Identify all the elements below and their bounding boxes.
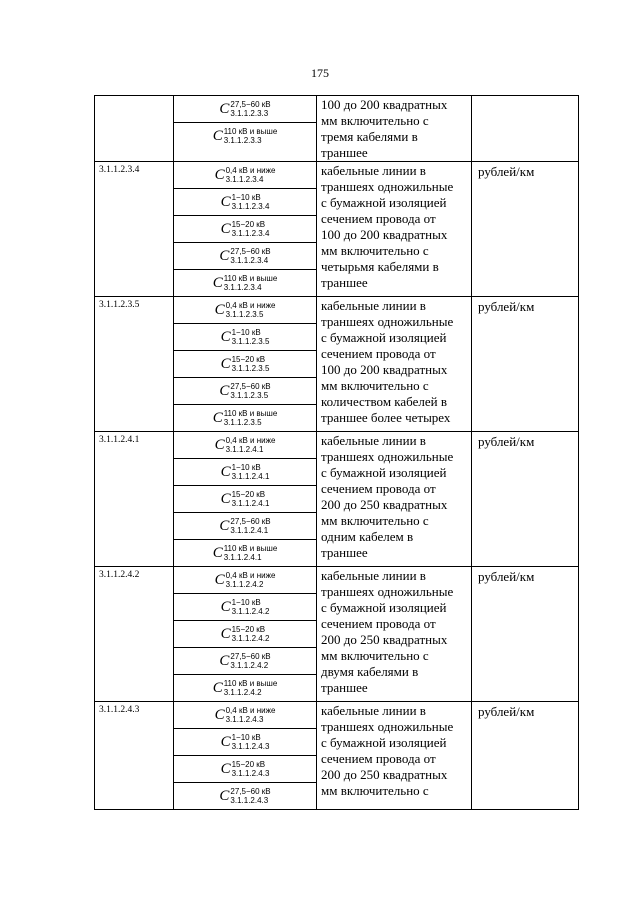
tariff-table xyxy=(94,95,579,810)
formula-scripts xyxy=(230,787,270,805)
formula-scripts xyxy=(232,193,270,211)
description-line: сечением провода от xyxy=(321,346,436,361)
item-code: 3.1.1.2.4.1 xyxy=(95,432,174,567)
index-subscript: 3.1.1.2.4.3 xyxy=(231,769,270,778)
description-line: кабельные линии в xyxy=(321,298,426,313)
description-line: кабельные линии в xyxy=(321,568,426,583)
description-line: траншее xyxy=(321,145,368,160)
index-subscript: 3.1.1.2.3.5 xyxy=(231,337,270,346)
description-line: мм включительно с xyxy=(321,648,429,663)
voltage-superscript: 110 кВ и выше xyxy=(223,679,278,688)
formula-symbol: C xyxy=(212,544,223,561)
description-cell xyxy=(317,567,472,702)
formula-symbol: C xyxy=(220,328,231,345)
index-subscript: 3.1.1.2.4.1 xyxy=(223,553,262,562)
formula-symbol: C xyxy=(220,490,231,507)
voltage-superscript: 27,5−60 кВ xyxy=(230,787,271,796)
formula-cell xyxy=(174,162,317,297)
formula-subcell xyxy=(174,702,316,729)
description-line: с бумажной изоляцией xyxy=(321,330,447,345)
description-line: кабельные линии в xyxy=(321,163,426,178)
description-line: 200 до 250 квадратных xyxy=(321,632,448,647)
formula-cell xyxy=(174,702,317,810)
formula-subcell xyxy=(174,405,316,431)
index-subscript: 3.1.1.2.3.5 xyxy=(223,418,262,427)
formula-subcell xyxy=(174,378,316,405)
table-row xyxy=(95,162,579,297)
description-line: с бумажной изоляцией xyxy=(321,735,447,750)
formula-symbol: C xyxy=(219,517,230,534)
table-row xyxy=(95,432,579,567)
formula-symbol: C xyxy=(212,127,223,144)
voltage-superscript: 110 кВ и выше xyxy=(223,544,278,553)
formula-symbol: C xyxy=(220,220,231,237)
table-row xyxy=(95,297,579,432)
table-row xyxy=(95,96,579,162)
description-line: кабельные линии в xyxy=(321,433,426,448)
voltage-superscript: 27,5−60 кВ xyxy=(230,652,271,661)
rate-formula xyxy=(221,622,270,646)
formula-cell xyxy=(174,432,317,567)
formula-subcell xyxy=(174,243,316,270)
formula-scripts xyxy=(226,436,276,454)
formula-symbol: C xyxy=(212,679,223,696)
formula-scripts xyxy=(224,274,278,292)
description-line: мм включительно с xyxy=(321,243,429,258)
voltage-superscript: 27,5−60 кВ xyxy=(230,247,271,256)
formula-subcell xyxy=(174,459,316,486)
index-subscript: 3.1.1.2.3.5 xyxy=(231,364,270,373)
index-subscript: 3.1.1.2.4.1 xyxy=(230,526,269,535)
formula-symbol: C xyxy=(219,787,230,804)
formula-subcell xyxy=(174,324,316,351)
formula-scripts xyxy=(226,166,276,184)
voltage-superscript: 27,5−60 кВ xyxy=(230,382,271,391)
rate-formula xyxy=(215,163,276,187)
formula-symbol: C xyxy=(214,706,225,723)
formula-scripts xyxy=(230,382,270,400)
rate-formula xyxy=(215,703,276,727)
unit-cell: рублей/км xyxy=(472,297,579,432)
formula-scripts xyxy=(224,127,278,145)
index-subscript: 3.1.1.2.3.4 xyxy=(231,202,270,211)
index-subscript: 3.1.1.2.3.3 xyxy=(230,109,269,118)
item-code: 3.1.1.2.3.4 xyxy=(95,162,174,297)
description-line: тремя кабелями в xyxy=(321,129,418,144)
rate-formula xyxy=(221,487,270,511)
description-cell xyxy=(317,432,472,567)
description-line: сечением провода от xyxy=(321,481,436,496)
description-line: мм включительно с xyxy=(321,783,429,798)
formula-symbol: C xyxy=(220,598,231,615)
rate-formula xyxy=(219,649,270,673)
description-cell xyxy=(317,702,472,810)
formula-symbol: C xyxy=(214,301,225,318)
description-line: с бумажной изоляцией xyxy=(321,465,447,480)
description-line: с бумажной изоляцией xyxy=(321,195,447,210)
rate-formula xyxy=(215,568,276,592)
formula-subcell xyxy=(174,648,316,675)
index-subscript: 3.1.1.2.4.1 xyxy=(225,445,264,454)
index-subscript: 3.1.1.2.3.5 xyxy=(225,310,264,319)
formula-subcell xyxy=(174,216,316,243)
formula-symbol: C xyxy=(212,274,223,291)
item-code: 3.1.1.2.3.5 xyxy=(95,297,174,432)
formula-cell xyxy=(174,96,317,162)
index-subscript: 3.1.1.2.3.5 xyxy=(230,391,269,400)
description-line: 100 до 200 квадратных xyxy=(321,227,448,242)
description-line: траншее xyxy=(321,275,368,290)
rate-formula xyxy=(221,595,270,619)
rate-formula xyxy=(219,379,270,403)
voltage-superscript: 0,4 кВ и ниже xyxy=(225,436,276,445)
formula-scripts xyxy=(232,625,270,643)
index-subscript: 3.1.1.2.4.2 xyxy=(225,580,264,589)
description-line: кабельные линии в xyxy=(321,703,426,718)
description-cell xyxy=(317,96,472,162)
voltage-superscript: 0,4 кВ и ниже xyxy=(225,301,276,310)
description-line: четырьмя кабелями в xyxy=(321,259,439,274)
voltage-superscript: 27,5−60 кВ xyxy=(230,517,271,526)
formula-scripts xyxy=(232,760,270,778)
voltage-superscript: 110 кВ и выше xyxy=(223,274,278,283)
formula-scripts xyxy=(232,220,270,238)
description-line: траншеях одножильные xyxy=(321,179,454,194)
formula-subcell xyxy=(174,729,316,756)
formula-symbol: C xyxy=(220,760,231,777)
rate-formula xyxy=(215,298,276,322)
description-line: мм включительно с xyxy=(321,113,429,128)
description-line: 200 до 250 квадратных xyxy=(321,767,448,782)
formula-symbol: C xyxy=(214,571,225,588)
formula-subcell xyxy=(174,189,316,216)
description-line: 100 до 200 квадратных xyxy=(321,97,448,112)
rate-formula xyxy=(219,97,270,121)
table-row xyxy=(95,702,579,810)
index-subscript: 3.1.1.2.3.4 xyxy=(223,283,262,292)
index-subscript: 3.1.1.2.4.2 xyxy=(231,607,270,616)
voltage-superscript: 1−10 кВ xyxy=(231,328,261,337)
formula-subcell xyxy=(174,351,316,378)
formula-subcell xyxy=(174,675,316,701)
voltage-superscript: 1−10 кВ xyxy=(231,463,261,472)
description-line: траншеях одножильные xyxy=(321,314,454,329)
formula-scripts xyxy=(232,490,270,508)
index-subscript: 3.1.1.2.4.1 xyxy=(231,472,270,481)
formula-subcell xyxy=(174,594,316,621)
unit-cell: рублей/км xyxy=(472,567,579,702)
rate-formula xyxy=(213,124,278,148)
voltage-superscript: 15−20 кВ xyxy=(231,760,266,769)
index-subscript: 3.1.1.2.4.1 xyxy=(231,499,270,508)
formula-scripts xyxy=(226,706,276,724)
index-subscript: 3.1.1.2.3.4 xyxy=(231,229,270,238)
table-body xyxy=(95,96,579,810)
formula-symbol: C xyxy=(212,409,223,426)
formula-symbol: C xyxy=(220,625,231,642)
formula-subcell xyxy=(174,486,316,513)
voltage-superscript: 27,5−60 кВ xyxy=(230,100,271,109)
rate-formula xyxy=(213,271,278,295)
formula-subcell xyxy=(174,432,316,459)
formula-subcell xyxy=(174,96,316,123)
formula-symbol: C xyxy=(219,247,230,264)
rate-formula xyxy=(221,352,270,376)
formula-subcell xyxy=(174,756,316,783)
formula-cell xyxy=(174,297,317,432)
formula-subcell xyxy=(174,567,316,594)
formula-scripts xyxy=(232,328,270,346)
formula-scripts xyxy=(232,463,270,481)
item-code xyxy=(95,96,174,162)
description-line: траншее xyxy=(321,545,368,560)
formula-cell xyxy=(174,567,317,702)
item-code: 3.1.1.2.4.2 xyxy=(95,567,174,702)
formula-symbol: C xyxy=(219,100,230,117)
voltage-superscript: 15−20 кВ xyxy=(231,625,266,634)
rate-formula xyxy=(213,406,278,430)
index-subscript: 3.1.1.2.4.3 xyxy=(225,715,264,724)
description-line: 200 до 250 квадратных xyxy=(321,497,448,512)
description-line: траншеях одножильные xyxy=(321,719,454,734)
rate-formula xyxy=(219,784,270,808)
index-subscript: 3.1.1.2.4.2 xyxy=(231,634,270,643)
voltage-superscript: 1−10 кВ xyxy=(231,193,261,202)
index-subscript: 3.1.1.2.3.4 xyxy=(225,175,264,184)
formula-scripts xyxy=(230,247,270,265)
description-line: сечением провода от xyxy=(321,751,436,766)
item-code: 3.1.1.2.4.3 xyxy=(95,702,174,810)
description-line: траншее xyxy=(321,680,368,695)
formula-scripts xyxy=(230,100,270,118)
description-line: двумя кабелями в xyxy=(321,664,419,679)
formula-subcell xyxy=(174,123,316,149)
formula-scripts xyxy=(232,733,270,751)
formula-scripts xyxy=(226,571,276,589)
formula-scripts xyxy=(232,355,270,373)
formula-symbol: C xyxy=(214,436,225,453)
rate-formula xyxy=(221,460,270,484)
description-line: мм включительно с xyxy=(321,513,429,528)
description-line: 100 до 200 квадратных xyxy=(321,362,448,377)
rate-formula xyxy=(213,676,278,700)
formula-symbol: C xyxy=(219,382,230,399)
index-subscript: 3.1.1.2.4.2 xyxy=(230,661,269,670)
voltage-superscript: 15−20 кВ xyxy=(231,490,266,499)
table-row xyxy=(95,567,579,702)
formula-symbol: C xyxy=(220,355,231,372)
index-subscript: 3.1.1.2.3.3 xyxy=(223,136,262,145)
unit-cell: рублей/км xyxy=(472,432,579,567)
unit-cell: рублей/км xyxy=(472,702,579,810)
index-subscript: 3.1.1.2.3.4 xyxy=(230,256,269,265)
unit-cell xyxy=(472,96,579,162)
description-line: траншеях одножильные xyxy=(321,449,454,464)
formula-subcell xyxy=(174,162,316,189)
formula-subcell xyxy=(174,270,316,296)
formula-subcell xyxy=(174,540,316,566)
formula-subcell xyxy=(174,621,316,648)
description-line: одним кабелем в xyxy=(321,529,414,544)
rate-formula xyxy=(221,325,270,349)
rate-formula xyxy=(213,541,278,565)
description-line: траншеях одножильные xyxy=(321,584,454,599)
description-line: траншее более четырех xyxy=(321,410,451,425)
formula-scripts xyxy=(230,652,270,670)
unit-cell: рублей/км xyxy=(472,162,579,297)
formula-subcell xyxy=(174,297,316,324)
formula-scripts xyxy=(232,598,270,616)
voltage-superscript: 1−10 кВ xyxy=(231,598,261,607)
voltage-superscript: 15−20 кВ xyxy=(231,220,266,229)
rate-formula xyxy=(221,730,270,754)
description-line: сечением провода от xyxy=(321,616,436,631)
index-subscript: 3.1.1.2.4.2 xyxy=(223,688,262,697)
rate-formula xyxy=(221,217,270,241)
formula-scripts xyxy=(224,544,278,562)
rate-formula xyxy=(215,433,276,457)
formula-subcell xyxy=(174,513,316,540)
index-subscript: 3.1.1.2.4.3 xyxy=(230,796,269,805)
rate-formula xyxy=(219,244,270,268)
rate-formula xyxy=(219,514,270,538)
formula-scripts xyxy=(230,517,270,535)
formula-symbol: C xyxy=(219,652,230,669)
formula-symbol: C xyxy=(220,193,231,210)
description-line: с бумажной изоляцией xyxy=(321,600,447,615)
voltage-superscript: 110 кВ и выше xyxy=(223,409,278,418)
voltage-superscript: 0,4 кВ и ниже xyxy=(225,706,276,715)
voltage-superscript: 1−10 кВ xyxy=(231,733,261,742)
page-number: 175 xyxy=(311,66,329,80)
rate-formula xyxy=(221,190,270,214)
formula-scripts xyxy=(224,679,278,697)
formula-symbol: C xyxy=(220,733,231,750)
index-subscript: 3.1.1.2.4.3 xyxy=(231,742,270,751)
description-line: мм включительно с xyxy=(321,378,429,393)
voltage-superscript: 0,4 кВ и ниже xyxy=(225,166,276,175)
formula-scripts xyxy=(226,301,276,319)
formula-subcell xyxy=(174,783,316,809)
description-cell xyxy=(317,162,472,297)
formula-symbol: C xyxy=(220,463,231,480)
formula-scripts xyxy=(224,409,278,427)
formula-symbol: C xyxy=(214,166,225,183)
voltage-superscript: 15−20 кВ xyxy=(231,355,266,364)
voltage-superscript: 0,4 кВ и ниже xyxy=(225,571,276,580)
description-line: количеством кабелей в xyxy=(321,394,447,409)
description-line: сечением провода от xyxy=(321,211,436,226)
description-cell xyxy=(317,297,472,432)
rate-formula xyxy=(221,757,270,781)
voltage-superscript: 110 кВ и выше xyxy=(223,127,278,136)
